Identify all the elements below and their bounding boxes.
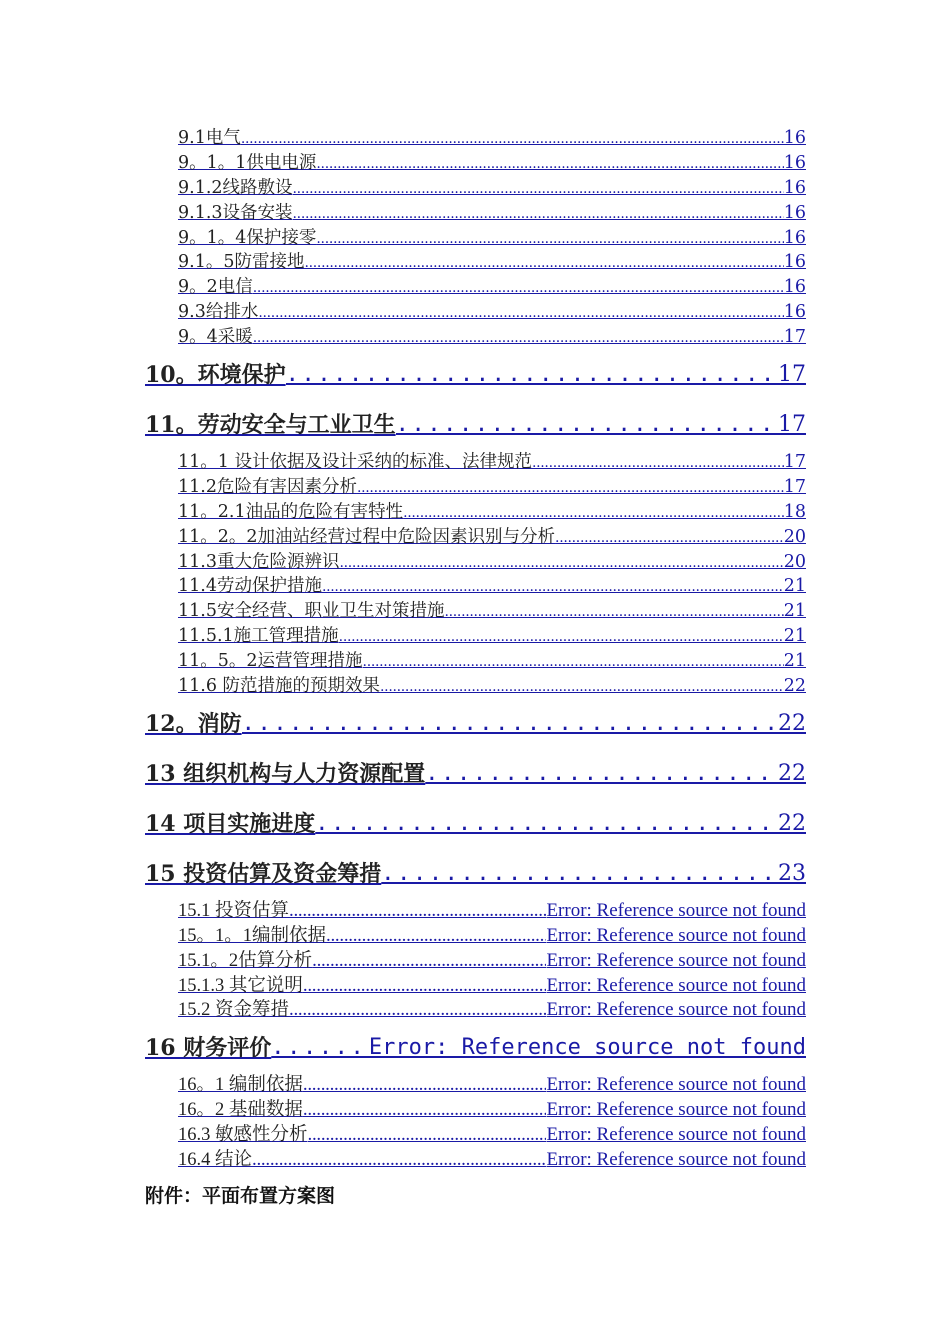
toc-page: Error: Reference source not found (546, 1124, 806, 1146)
toc-page: 21 (783, 576, 806, 597)
toc-entry-11[interactable] (145, 400, 806, 450)
toc-label: 15.1 投资估算 (178, 900, 290, 921)
toc-page: 22 (778, 810, 806, 836)
toc-leader (303, 974, 547, 999)
toc-entry-16-4[interactable] (178, 1148, 806, 1173)
toc-leader (258, 301, 783, 326)
toc-entry-11-3[interactable] (178, 550, 806, 575)
toc-label: 16。1 编制依据 (178, 1075, 303, 1096)
toc-page: Error: Reference source not found (546, 924, 806, 946)
toc-page: 17 (783, 476, 806, 497)
toc-entry-15[interactable] (145, 849, 806, 899)
toc-label: 11.3重大危险源辨识 (178, 551, 340, 572)
toc-entry-9-1-5[interactable] (178, 250, 806, 275)
toc-leader (555, 526, 784, 551)
toc-page: 17 (778, 362, 806, 388)
toc-label: 11.4劳动保护措施 (178, 576, 322, 597)
toc-label: 9。2电信 (178, 277, 253, 298)
toc-leader (357, 476, 784, 501)
toc-page: Error: Reference source not found (546, 949, 806, 971)
toc-label: 11。2。2加油站经营过程中危险因素识别与分析 (178, 526, 556, 547)
toc-page: 18 (783, 501, 806, 522)
toc-label: 11。2.1油品的危险有害特性 (178, 501, 404, 522)
toc-label: 16.4 结论 (178, 1150, 253, 1171)
toc-entry-15-2[interactable] (178, 998, 806, 1023)
toc-entry-16[interactable] (145, 1023, 806, 1073)
toc-leader (286, 350, 778, 400)
toc-entry-10[interactable] (145, 350, 806, 400)
toc-entry-9-1[interactable] (178, 126, 806, 151)
toc-leader (289, 899, 546, 924)
toc-leader (316, 152, 783, 177)
toc-entry-15-1-1[interactable] (178, 924, 806, 949)
toc-entry-15-1[interactable] (178, 899, 806, 924)
toc-entry-11-2-1[interactable] (178, 500, 806, 525)
toc-leader (425, 749, 778, 799)
toc-page: 16 (783, 252, 806, 273)
toc-leader (303, 1073, 547, 1098)
toc-label: 16.3 敏感性分析 (178, 1125, 308, 1146)
toc-entry-16-3[interactable] (178, 1123, 806, 1148)
toc-label: 15.1。2估算分析 (178, 950, 313, 971)
toc-leader (241, 127, 784, 152)
toc-entry-9-1-4[interactable] (178, 226, 806, 251)
toc-entry-9-1-2[interactable] (178, 176, 806, 201)
toc-entry-11-5[interactable] (178, 599, 806, 624)
toc-label: 15。1。1编制依据 (178, 925, 327, 946)
toc-entry-9-1-3[interactable] (178, 201, 806, 226)
toc-page: 22 (778, 710, 806, 736)
toc-page: 21 (783, 601, 806, 622)
toc-label: 16。2 基础数据 (178, 1100, 303, 1121)
toc-leader (396, 400, 778, 450)
toc-entry-9-1-1[interactable] (178, 151, 806, 176)
toc-leader (326, 924, 546, 949)
toc-page: 20 (783, 526, 806, 547)
toc-page: 16 (783, 227, 806, 248)
toc-label: 16 财务评价 (145, 1035, 272, 1062)
toc-entry-12[interactable] (145, 699, 806, 749)
toc-page: 16 (783, 302, 806, 323)
toc-entry-13[interactable] (145, 749, 806, 799)
toc-label: 15.2 资金筹措 (178, 1000, 290, 1021)
toc-page: Error: Reference source not found (368, 1035, 806, 1061)
toc-label: 13 组织机构与人力资源配置 (145, 760, 426, 787)
toc-entry-11-5-2[interactable] (178, 649, 806, 674)
toc-leader (293, 202, 784, 227)
toc-label: 9.3给排水 (178, 302, 259, 323)
toc-page: 16 (783, 152, 806, 173)
toc-leader (253, 326, 784, 351)
toc-leader (304, 251, 783, 276)
toc-page: Error: Reference source not found (546, 1074, 806, 1096)
toc-page: 20 (783, 551, 806, 572)
toc-page: Error: Reference source not found (546, 999, 806, 1021)
toc-leader (316, 227, 783, 252)
toc-leader (271, 1023, 369, 1073)
toc-page: 17 (778, 412, 806, 438)
toc-page: 22 (778, 760, 806, 786)
toc-label: 14 项目实施进度 (145, 810, 316, 837)
toc-label: 9。1。4保护接零 (178, 227, 317, 248)
toc-page: 21 (783, 651, 806, 672)
toc-label: 9.1.2线路敷设 (178, 177, 293, 198)
toc-leader (289, 998, 546, 1023)
toc-entry-9-4[interactable] (178, 325, 806, 350)
toc-leader (339, 551, 783, 576)
attachment-note: 附件：平面布置方案图 (145, 1185, 336, 1207)
toc-leader (381, 849, 778, 899)
toc-label: 9.1电气 (178, 128, 241, 148)
toc-entry-11-5-1[interactable] (178, 624, 806, 649)
toc-label: 11.6 防范措施的预期效果 (178, 676, 381, 697)
table-of-contents (145, 126, 806, 1173)
toc-entry-15-1-3[interactable] (178, 974, 806, 999)
toc-entry-11-1[interactable] (178, 450, 806, 475)
toc-label: 11。劳动安全与工业卫生 (145, 412, 396, 439)
toc-label: 11.5安全经营、职业卫生对策措施 (178, 601, 445, 622)
toc-label: 9。4采暖 (178, 327, 253, 348)
toc-page: Error: Reference source not found (546, 1099, 806, 1121)
toc-label: 15 投资估算及资金筹措 (145, 860, 382, 887)
toc-page: 22 (783, 676, 806, 697)
toc-page: 23 (778, 860, 806, 886)
toc-page: Error: Reference source not found (546, 1149, 806, 1171)
toc-entry-11-4[interactable] (178, 574, 806, 599)
toc-page: 16 (783, 128, 806, 148)
toc-leader (363, 650, 784, 675)
toc-label: 12。消防 (145, 710, 242, 737)
toc-leader (303, 1098, 547, 1123)
toc-page: 16 (783, 177, 806, 198)
toc-label: 9.1.3设备安装 (178, 202, 293, 223)
toc-leader (339, 625, 784, 650)
toc-leader (403, 501, 784, 526)
toc-label: 11.5.1施工管理措施 (178, 626, 339, 647)
toc-page: 16 (783, 202, 806, 223)
toc-entry-11-6[interactable] (178, 674, 806, 699)
toc-page: 17 (783, 327, 806, 348)
toc-label: 11。1 设计依据及设计采纳的标准、法律规范 (178, 452, 532, 473)
toc-leader (380, 675, 784, 700)
toc-entry-11-2-2[interactable] (178, 525, 806, 550)
toc-page: Error: Reference source not found (546, 899, 806, 921)
toc-entry-16-1[interactable] (178, 1073, 806, 1098)
toc-entry-15-1-2[interactable] (178, 949, 806, 974)
toc-leader (322, 575, 784, 600)
toc-entry-9-2[interactable] (178, 275, 806, 300)
toc-page: 21 (783, 626, 806, 647)
toc-leader (293, 177, 784, 202)
toc-leader (312, 949, 546, 974)
toc-page: Error: Reference source not found (546, 974, 806, 996)
toc-leader (532, 451, 784, 476)
toc-label: 10。环境保护 (145, 362, 286, 389)
toc-label: 9。1。1供电电源 (178, 152, 317, 173)
toc-label: 15.1.3 其它说明 (178, 975, 303, 996)
toc-leader (253, 276, 784, 301)
toc-label: 9.1。5防雷接地 (178, 252, 305, 273)
toc-leader (308, 1123, 547, 1148)
toc-leader (444, 600, 783, 625)
toc-entry-11-2[interactable] (178, 475, 806, 500)
toc-entry-16-2[interactable] (178, 1098, 806, 1123)
toc-page: 16 (783, 277, 806, 298)
toc-leader (242, 699, 778, 749)
toc-leader (315, 799, 778, 849)
toc-entry-14[interactable] (145, 799, 806, 849)
toc-entry-9-3[interactable] (178, 300, 806, 325)
toc-page: 17 (783, 452, 806, 473)
toc-leader (252, 1148, 546, 1173)
toc-label: 11。5。2运营管理措施 (178, 651, 363, 672)
toc-label: 11.2危险有害因素分析 (178, 476, 357, 497)
